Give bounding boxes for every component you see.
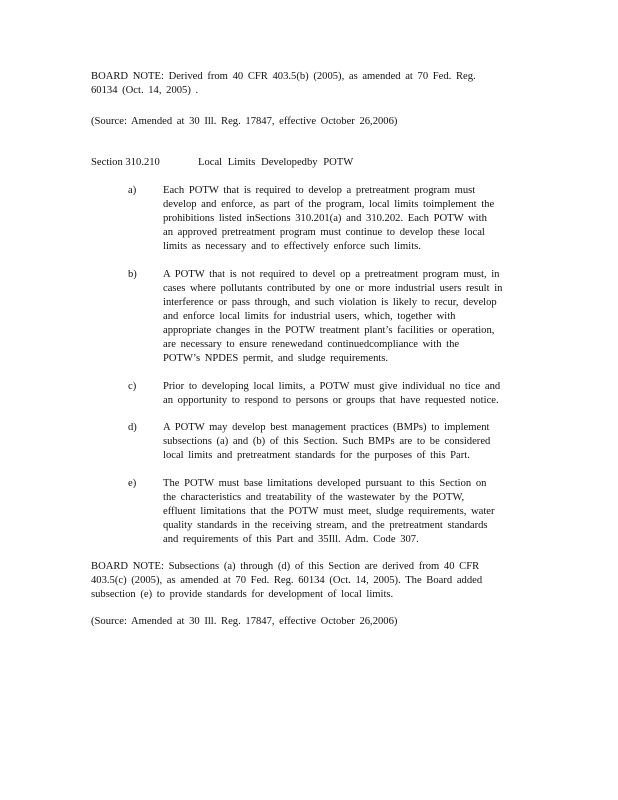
subsection-text	[163, 421, 528, 463]
board-note-line: subsection (e) to provide standards for development of local limits.	[91, 589, 394, 600]
subsection-label: b)	[128, 269, 137, 280]
subsection-line: appropriate changes in the POTW treatment plant’s facilities or operation,	[163, 325, 495, 336]
subsection-line: interference or pass through, and such violation is likely to recur, develop	[163, 297, 497, 308]
subsection-label: d)	[128, 422, 137, 433]
subsection-text	[163, 380, 528, 408]
subsection-line: local limits and pretreatment standards for the purposes of this Part.	[163, 450, 470, 461]
subsection-line: Each POTW that is required to develop a pretreatment program must	[163, 185, 476, 196]
subsection-line: develop and enforce, as part of the program, local limits toimplement the	[163, 199, 495, 210]
subsection-line: A POTW may develop best management practices (BMPs) to implement	[163, 422, 490, 433]
subsection-line: prohibitions listed inSections 310.201(a) and 310.202. Each POTW with	[163, 213, 487, 224]
board-note-line: 60134 (Oct. 14, 2005) .	[91, 85, 199, 96]
subsection-line: effluent limitations that the POTW must meet, sludge requirements, water	[163, 506, 495, 517]
section-number: Section 310.210	[91, 157, 160, 168]
source-note-top	[91, 115, 521, 129]
subsection-label: e)	[128, 478, 137, 489]
subsection-line: an opportunity to respond to persons or groups that have requested notice.	[163, 395, 499, 406]
source-note-line: (Source: Amended at 30 Ill. Reg. 17847, effective October 26,2006)	[91, 616, 398, 627]
subsection-line: quality standards in the receiving stream, and the pretreatment standards	[163, 520, 488, 531]
subsection-line: and requirements of this Part and 35Ill. Adm. Code 307.	[163, 534, 419, 545]
subsection-line: cases where pollutants contributed by one or more industrial users result in	[163, 283, 503, 294]
source-note-line: (Source: Amended at 30 Ill. Reg. 17847, effective October 26,2006)	[91, 116, 398, 127]
subsection-line: an approved pretreatment program must continue to develop these local	[163, 227, 485, 238]
subsection-line: and enforce local limits for industrial users, which, together with	[163, 311, 456, 322]
subsection-line: the characteristics and treatability of the wastewater by the POTW,	[163, 492, 465, 503]
subsection-text	[163, 268, 528, 366]
subsection-label: a)	[128, 185, 137, 196]
board-note-line: BOARD NOTE: Derived from 40 CFR 403.5(b) (2005), as amended at 70 Fed. Reg.	[91, 71, 476, 82]
subsection-label: c)	[128, 381, 137, 392]
section-heading	[91, 156, 521, 170]
subsection-line: POTW’s NPDES permit, and sludge requirements.	[163, 353, 389, 364]
board-note-line: 403.5(c) (2005), as amended at 70 Fed. Reg. 60134 (Oct. 14, 2005). The Board added	[91, 575, 483, 586]
subsection-line: limits as necessary and to effectively enforce such limits.	[163, 241, 421, 252]
subsection-line: Prior to developing local limits, a POTW must give individual no tice and	[163, 381, 501, 392]
subsection-line: The POTW must base limitations developed pursuant to this Section on	[163, 478, 487, 489]
section-title: Local Limits Developedby POTW	[198, 157, 354, 168]
board-note-line: BOARD NOTE: Subsections (a) through (d) of this Section are derived from 40 CFR	[91, 561, 480, 572]
subsection-text	[163, 184, 528, 254]
subsection-line: A POTW that is not required to devel op a pretreatment program must, in	[163, 269, 500, 280]
subsection-line: subsections (a) and (b) of this Section. Such BMPs are to be considered	[163, 436, 491, 447]
subsection-line: are necessary to ensure renewedand continuedcompliance with the	[163, 339, 460, 350]
subsection-text	[163, 477, 528, 547]
source-note-bottom	[91, 615, 521, 629]
board-note-top	[91, 70, 521, 98]
board-note-bottom	[91, 560, 521, 602]
